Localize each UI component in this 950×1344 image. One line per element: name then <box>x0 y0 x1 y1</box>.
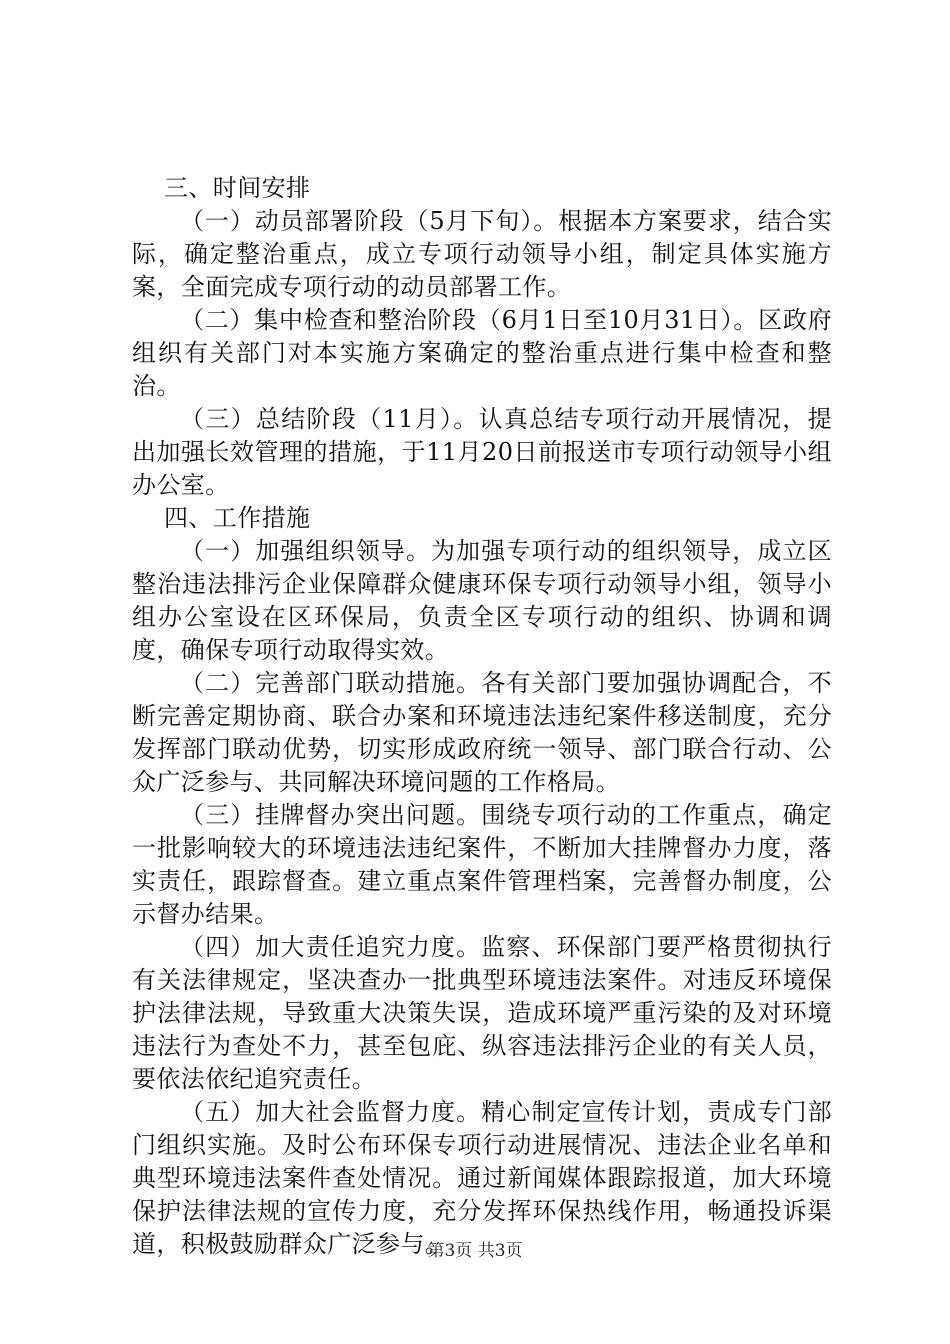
paragraph-leadership: （一）加强组织领导。为加强专项行动的组织领导，成立区整治违法排污企业保障群众健康环保专项行动领导小组，领导小组办公室设在区环保局，负责全区专项行动的组织、协调和调度，确保专项行动取得实效。 <box>132 537 832 664</box>
page-number-footer: 第3页 共3页 <box>427 1241 523 1261</box>
section-heading-schedule: 三、时间安排 <box>164 174 311 202</box>
paragraph-inspection-stage: （二）集中检查和整治阶段（6月1日至10月31日）。区政府组织有关部门对本实施方案确定的整治重点进行集中检查和整治。 <box>132 306 832 400</box>
section-heading-measures: 四、工作措施 <box>164 504 311 532</box>
paragraph-accountability: （四）加大责任追究力度。监察、环保部门要严格贯彻执行有关法律规定，坚决查办一批典型环境违法案件。对违反环境保护法律法规，导致重大决策失误，造成环境严重污染的及对环境违法行为查处不力，甚至包庇、纵容违法排污企业的有关人员，要依法依纪追究责任。 <box>132 933 832 1093</box>
document-body <box>132 172 832 1261</box>
paragraph-department-linkage: （二）完善部门联动措施。各有关部门要加强协调配合，不断完善定期协商、联合办案和环境违法违纪案件移送制度，充分发挥部门联动优势，切实形成政府统一领导、部门联合行动、公众广泛参与、共同解决环境问题的工作格局。 <box>132 669 832 796</box>
paragraph-mobilization-stage: （一）动员部署阶段（5月下旬）。根据本方案要求，结合实际，确定整治重点，成立专项行动领导小组，制定具体实施方案，全面完成专项行动的动员部署工作。 <box>132 207 832 301</box>
paragraph-summary-stage: （三）总结阶段（11月）。认真总结专项行动开展情况，提出加强长效管理的措施，于11月20日前报送市专项行动领导小组办公室。 <box>132 405 832 499</box>
paragraph-supervision: （三）挂牌督办突出问题。围绕专项行动的工作重点，确定一批影响较大的环境违法违纪案件，不断加大挂牌督办力度，落实责任，跟踪督查。建立重点案件管理档案，完善督办制度，公示督办结果。 <box>132 801 832 928</box>
paragraph-social-oversight: （五）加大社会监督力度。精心制定宣传计划，责成专门部门组织实施。及时公布环保专项行动进展情况、违法企业名单和典型环境违法案件查处情况。通过新闻媒体跟踪报道，加大环境保护法律法规的宣传力度，充分发挥环保热线作用，畅通投诉渠道，积极鼓励群众广泛参与。 <box>132 1098 832 1258</box>
